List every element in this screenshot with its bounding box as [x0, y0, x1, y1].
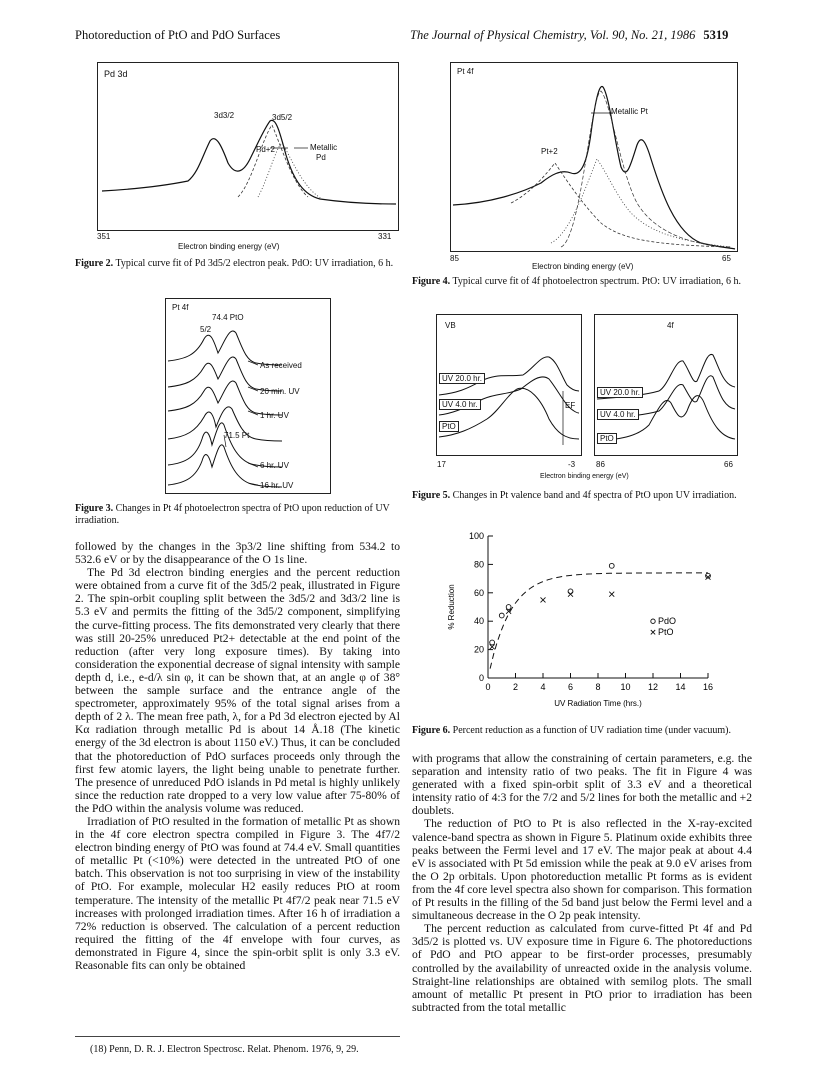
- x-tick-right: 331: [378, 232, 392, 241]
- figure-5-caption: [412, 490, 752, 502]
- x-axis-label: UV Radiation Time (hrs.): [554, 699, 642, 708]
- fermi-level-label: EF: [565, 401, 576, 410]
- figure-3-spectra: [166, 299, 330, 493]
- figure-5-4f-panel: [594, 314, 738, 456]
- data-point-pto: [568, 592, 573, 597]
- caption-label: Figure 5.: [412, 490, 451, 501]
- panel-label: Pt 4f: [172, 303, 189, 312]
- footnote: (18) Penn, D. R. J. Electron Spectrosc. Relat. Phenom. 1976, 9, 29.: [90, 1044, 359, 1055]
- figure-2-plot: [97, 62, 399, 231]
- panel-label: Pd 3d: [104, 69, 128, 79]
- figure-4-spectrum: [451, 63, 737, 251]
- caption-label: Figure 2.: [75, 258, 114, 269]
- left-column: [75, 540, 400, 972]
- pd2-label: Pd+2: [256, 145, 275, 154]
- pt2-label: Pt+2: [541, 147, 558, 156]
- caption-label: Figure 3.: [75, 503, 114, 514]
- figure-6-caption: [412, 725, 752, 737]
- x-tick-label: 2: [512, 682, 519, 692]
- metallic-label-2: Pd: [316, 153, 326, 162]
- trace-label-6hr: 6 hr. UV: [260, 461, 289, 470]
- paragraph: The reduction of PtO to Pt is also reflected in the X-ray-excited valence-band spectra as shown in Figure 5. Platinum oxide exhibits three peaks between the Fermi level and 17 eV. The major peak at about 4.4 eV is associated with Pt 5d emission while the peak at 9.0 eV arises from the O 2p orbitals. Upon photoreduction metallic Pt forms as is evident from the 4f core level spectra also shown for comparison. This formation of Pt results in the filling of the 5d band just below the Fermi level and a simultaneous decrease in the O 2p peak intensity.: [412, 817, 752, 923]
- paragraph: The Pd 3d electron binding energies and the percent reduction were obtained from a curve fit of the 3d5/2 peak, illustrated in Figure 2. The spin-orbit coupling split between the 3d5/2 and 3d3/2 line is 5.3 eV and permits the fitting of the 3d5/2 component, simplifying the curve-fitting process. The fits demonstrated very clearly that there was still 20-25% unreduced Pt2+ detectable at the end point of the reduction (after very long exposure times). By taking into consideration the exponential decrease of signal intensity with sample depth d, i.e., e-d/λ sin φ, it can be shown that, at an angle φ of 38° between the sample surface and the entrance angle of the spectrometer, approximately 95% of the total signal arises from a depth of 2 λ. The mean free path, λ, for a Pd 3d electron ejected by Al Kα radiation through metallic Pd is about 14 Å.18 (The kinetic energy of the 3d electron is about 1150 eV.) Thus, it can be concluded that the photoreduction of PdO surfaces proceeds only through the first few atomic layers, the light being unable to penetrate further. The presence of unreduced PdO islands in Pd metal is highly unlikely since the reduction rate dropped to a very low value after 75-80% of the PdO within the analysis volume was reduced.: [75, 566, 400, 815]
- data-point-pdo: [609, 563, 614, 568]
- trace-label-20hr-4f: UV 20.0 hr.: [597, 387, 643, 398]
- x-axis-label: Electron binding energy (eV): [532, 262, 634, 271]
- caption-label: Figure 6.: [412, 725, 451, 736]
- figure-6-chart: [440, 528, 740, 718]
- trace-label-as-received: As received: [260, 361, 302, 370]
- peak-label-3d32: 3d3/2: [214, 111, 235, 120]
- x-axis-label: Electron binding energy (eV): [540, 473, 629, 480]
- caption-text: Typical curve fit of Pd 3d5/2 electron peak. PdO: UV irradiation, 6 h.: [115, 258, 394, 269]
- running-title: Photoreduction of PtO and PdO Surfaces: [75, 28, 281, 42]
- data-point-pto: [609, 592, 614, 597]
- y-tick-label: 40: [473, 616, 484, 627]
- figure-4-caption: [412, 276, 752, 288]
- x-tick-86: 86: [596, 460, 605, 469]
- journal-citation: [410, 28, 728, 43]
- caption-label: Figure 4.: [412, 276, 451, 287]
- x-tick-label: 8: [595, 682, 601, 692]
- peak-label-3d52: 3d5/2: [272, 113, 293, 122]
- y-tick-label: 60: [473, 587, 484, 598]
- paragraph: Irradiation of PtO resulted in the formation of metallic Pt as shown in the 4f core electron spectra compiled in Figure 3. The 4f7/2 electron binding energy of PtO was found at 74.4 eV. Small quantities of metallic Pt (<10%) were detected in the untreated PtO of one batch. This observation is not too surprising in view of the instability of PtO. For example, molecular H2 easily reduces PtO at room temperature. The intensity of the metallic Pt 4f7/2 peak near 71.5 eV increases with prolonged irradiation times. After 16 h of irradiation a 72% reduction is observed. The calculation of a percent reduction required the fitting of the 4f envelope with four curves, as demonstrated in Figure 4, since the spin-orbit split is only 3.3 eV. Reasonable fits can only be obtained: [75, 814, 400, 972]
- figure-5-vb-spectra: [437, 315, 581, 455]
- x-tick-left: 85: [450, 254, 459, 263]
- x-tick-66: 66: [724, 460, 733, 469]
- trace-label-pto-4f: PtO: [597, 433, 617, 444]
- trace-label-1hr: 1 hr. UV: [260, 411, 289, 420]
- trace-label-16hr: 16 hr. UV: [260, 481, 294, 490]
- y-tick-label: 0: [478, 673, 484, 683]
- x-tick-neg3: -3: [568, 460, 576, 469]
- figure-2-spectrum: [98, 63, 398, 230]
- data-point-pto: [541, 597, 546, 602]
- page-number: 5319: [703, 28, 729, 42]
- peak-label-52: 5/2: [200, 325, 212, 334]
- paragraph: followed by the changes in the 3p3/2 line shifting from 534.2 to 532.6 eV or by the disappearance of the O 1s line.: [75, 540, 400, 567]
- data-point-pdo: [490, 640, 495, 645]
- caption-text: Percent reduction as a function of UV radiation time (under vacuum).: [452, 725, 731, 736]
- figure-3-plot: [165, 298, 331, 494]
- figure-3-caption: [75, 503, 400, 527]
- x-tick-17: 17: [437, 460, 446, 469]
- y-tick-label: 80: [473, 559, 484, 570]
- metallic-pt-label: Metallic Pt: [611, 107, 648, 116]
- panel-label-4f: 4f: [667, 321, 674, 330]
- trace-label-4hr-4f: UV 4.0 hr.: [597, 409, 639, 420]
- x-tick-label: 4: [540, 682, 546, 692]
- y-tick-label: 20: [473, 644, 484, 655]
- x-tick-label: 0: [485, 682, 491, 692]
- metallic-label: Metallic: [310, 143, 338, 152]
- data-point-pdo: [499, 613, 504, 618]
- figure-4-plot: [450, 62, 738, 252]
- journal-name: The Journal of Physical Chemistry, Vol. 90, No. 21, 1986: [410, 28, 696, 42]
- caption-text: Typical curve fit of 4f photoelectron spectrum. PtO: UV irradiation, 6 h.: [452, 276, 741, 287]
- footnote-rule: [75, 1036, 400, 1037]
- trace-label-20min: 20 min. UV: [260, 387, 300, 396]
- legend-label-pdo: PdO: [658, 616, 677, 627]
- right-column: [412, 752, 752, 1014]
- x-tick-right: 65: [722, 254, 731, 263]
- figure-2-caption: [75, 258, 400, 270]
- caption-text: Changes in Pt 4f photoelectron spectra of PtO upon reduction of UV irradiation.: [75, 503, 390, 526]
- panel-label: Pt 4f: [457, 67, 474, 76]
- legend-label-pto: PtO: [658, 627, 674, 638]
- trace-label-pto: PtO: [439, 421, 459, 432]
- peak-label-pto: 74.4 PtO: [212, 313, 244, 322]
- x-tick-label: 6: [567, 682, 574, 692]
- caption-text: Changes in Pt valence band and 4f spectra of PtO upon UV irradiation.: [452, 490, 737, 501]
- x-tick-label: 10: [620, 682, 631, 692]
- trace-label-pt: 71.5 Pt: [224, 431, 250, 440]
- paragraph: The percent reduction as calculated from curve-fitted Pt 4f and Pd 3d5/2 is plotted vs. UV exposure time in Figure 6. The photoreductions of PdO and PtO appear to be first-order processes, presumably controlled by the availability of unreacted oxide in the analysis volume. Straight-line relationships are obtained with semilog plots. The small amount of metallic Pt present in PtO prior to irradiation has been subtracted from the total metallic: [412, 922, 752, 1014]
- trace-label-20hr: UV 20.0 hr.: [439, 373, 485, 384]
- x-tick-label: 12: [647, 682, 659, 692]
- x-tick-label: 14: [675, 682, 686, 692]
- paragraph: with programs that allow the constraining of certain parameters, e.g. the separation and intensity ratio of two peaks. The fit in Figure 4 was generated with a fixed spin-orbit split of 3.3 eV and a theoretical intensity ratio of 4:3 for the 7/2 and 5/2 lines for both the metallic and +2 doublets.: [412, 752, 752, 818]
- data-point-pdo: [506, 605, 511, 610]
- trace-label-4hr: UV 4.0 hr.: [439, 399, 481, 410]
- x-tick-label: 16: [702, 682, 714, 692]
- x-tick-left: 351: [97, 232, 111, 241]
- panel-label-vb: VB: [445, 321, 456, 330]
- x-axis-label: Electron binding energy (eV): [178, 242, 280, 251]
- legend-marker-pto: [651, 630, 655, 634]
- legend-marker-pdo: [651, 619, 655, 623]
- figure-6-svg: [440, 528, 740, 718]
- y-tick-label: 100: [468, 531, 484, 541]
- y-axis-label: % Reduction: [447, 584, 456, 630]
- figure-5-vb-panel: [436, 314, 582, 456]
